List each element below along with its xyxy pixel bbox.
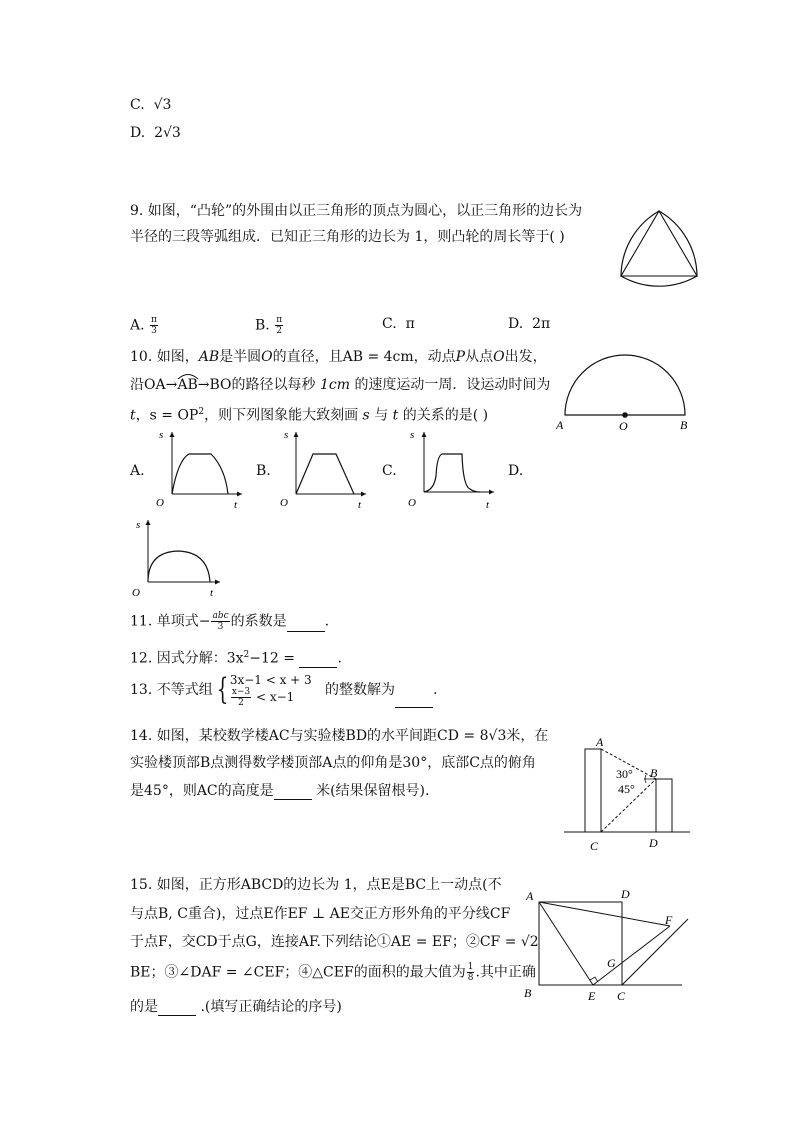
q9-cam-figure — [612, 206, 706, 288]
q14-stem-line2: 实验楼顶部B点测得数学楼顶部A点的仰角是30°，底部C点的俯角 — [130, 755, 536, 771]
q8-option-d: D. 2√3 — [130, 125, 181, 141]
q15-label-g: G — [607, 956, 616, 970]
q15-square-figure — [520, 884, 692, 1004]
q14-stem-line3: 是45°，则AC的高度是 米(结果保留根号). — [130, 783, 430, 799]
q15-answer-blank — [158, 1001, 196, 1016]
q10-label-o: O — [619, 419, 628, 433]
q10-option-c-label: C. — [382, 463, 397, 479]
q10-label-a: A — [556, 418, 564, 432]
q10-semicircle-figure — [556, 348, 698, 434]
q10-option-d-label: D. — [508, 463, 524, 479]
q10-graph-d — [128, 516, 226, 600]
q9-option-d: D. 2π — [508, 316, 551, 332]
q15-stem-line4: BE；③∠DAF = ∠CEF；④△CEF的面积的最大值为 $\frac{1}{8}$ .其中正确 — [130, 962, 536, 983]
q11-stem: 11. 单项式− $\frac{\text{abc}}{3}$ 的系数是 . — [130, 611, 330, 632]
svg-text:s: s — [136, 519, 141, 531]
svg-text:O: O — [280, 497, 288, 509]
q10-label-b: B — [680, 418, 688, 432]
q10-stem-line2: 沿OA→ AB→BO的路径以每秒 1cm 的速度运动一周．设运动时间为 — [130, 376, 550, 394]
svg-text:s: s — [284, 429, 289, 441]
svg-text:t: t — [358, 499, 362, 510]
q14-label-b: B — [650, 766, 658, 780]
q10-graph-b — [276, 426, 372, 510]
q10-option-b-label: B. — [256, 463, 271, 479]
q15-label-b: B — [524, 986, 532, 1000]
q14-answer-blank — [274, 785, 312, 800]
q14-buildings-figure — [560, 732, 694, 854]
q9-option-c: C. π — [382, 316, 415, 332]
q15-stem-line3: 于点F，交CD于点G，连接AF.下列结论①AE = EF；②CF = √2 — [130, 934, 539, 950]
q14-stem-line1: 14. 如图，某校数学楼AC与实验楼BD的水平间距CD = 8√3米，在 — [130, 728, 549, 744]
q15-label-e: E — [588, 989, 596, 1003]
q10-stem-line3: t，$s = OP^2$，则下列图象能大致刻画 s 与 t 的关系的是( ) — [130, 407, 489, 424]
q10-option-a-label: A. — [130, 463, 145, 479]
q12-answer-blank — [299, 653, 337, 668]
q9-stem-line1: 9. 如图，“凸轮”的外围由以正三角形的顶点为圆心，以正三角形的边长为 — [130, 203, 583, 219]
q11-answer-blank — [287, 617, 325, 632]
q15-stem-line5: 的是 .(填写正确结论的序号) — [130, 999, 342, 1015]
q13-answer-blank — [395, 693, 433, 708]
svg-text:O: O — [156, 497, 164, 509]
q10-graph-c — [400, 426, 498, 510]
q15-label-d: D — [621, 887, 630, 901]
q13-stem: 13. 不等式组 { 3x−1 < x + 3 $\frac{x-3}{2}$ < x−1 的整数解为 . — [130, 672, 438, 708]
q14-angle-30: 30° — [616, 767, 633, 781]
q15-stem-line1: 15. 如图，正方形ABCD的边长为 1，点E是BC上一动点(不 — [130, 877, 502, 893]
q9-stem-line2: 半径的三段等弧组成．已知正三角形的边长为 1，则凸轮的周长等于( ) — [130, 229, 565, 245]
q15-stem-line2: 与点B, C重合)，过点E作EF ⊥ AE交正方形外角的平分线CF — [130, 906, 511, 922]
q12-stem: 12. 因式分解：$3x^2-12$ = . — [130, 650, 342, 667]
q8-option-c: C. √3 — [130, 97, 172, 113]
q9-option-a: A. $\frac{\pi}{3}$ — [130, 315, 157, 336]
q15-label-a: A — [526, 889, 534, 903]
q14-angle-45: 45° — [618, 782, 635, 796]
q9-option-b: B. $\frac{\pi}{2}$ — [255, 315, 283, 336]
svg-text:s: s — [159, 429, 164, 441]
q14-label-a: A — [596, 735, 604, 749]
svg-text:s: s — [410, 429, 415, 441]
svg-text:O: O — [408, 497, 416, 509]
q10-stem-line1: 10. 如图，AB是半圆O的直径，且AB = 4cm，动点P从点O出发， — [130, 349, 547, 365]
svg-text:O: O — [132, 587, 140, 599]
q15-label-c: C — [617, 989, 626, 1003]
svg-text:t: t — [486, 499, 490, 510]
q14-label-d: D — [649, 836, 658, 850]
q10-graph-a — [150, 426, 246, 510]
q14-label-c: C — [590, 839, 599, 853]
q15-label-f: F — [665, 913, 673, 927]
svg-text:t: t — [210, 587, 214, 599]
svg-text:t: t — [234, 499, 238, 510]
